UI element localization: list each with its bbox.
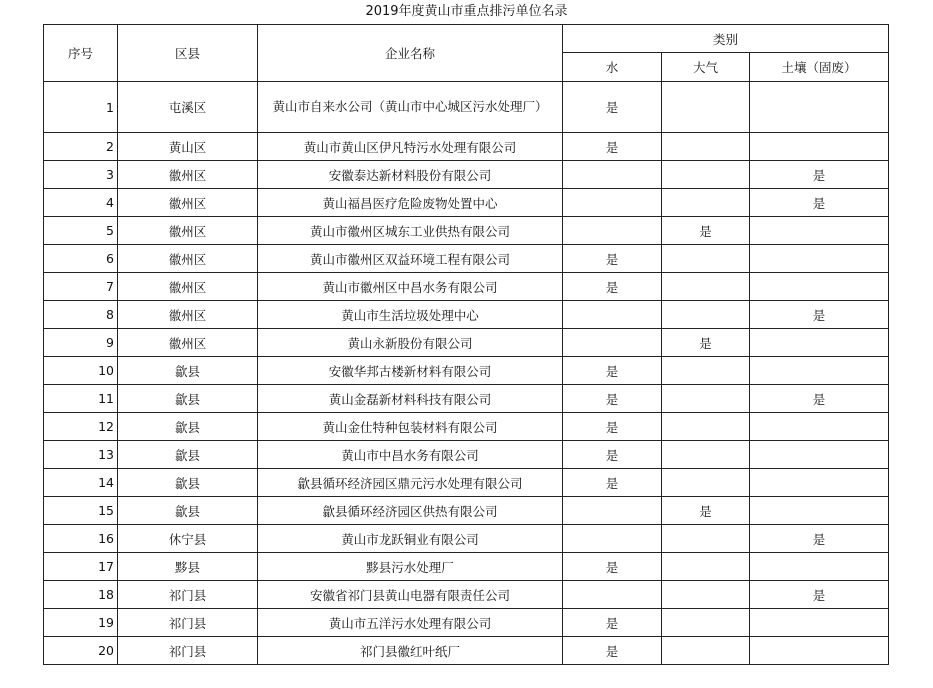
row-company: 黄山市龙跃铜业有限公司 — [258, 525, 563, 553]
row-company: 安徽泰达新材料股份有限公司 — [258, 161, 563, 189]
row-water: 是 — [563, 441, 662, 469]
row-number: 20 — [44, 637, 118, 665]
table-row — [44, 329, 889, 357]
row-district: 歙县 — [118, 357, 258, 385]
row-water: 是 — [563, 413, 662, 441]
row-company: 安徽华邦古楼新材料有限公司 — [258, 357, 563, 385]
table-row — [44, 469, 889, 497]
row-air — [662, 82, 750, 133]
row-district: 徽州区 — [118, 301, 258, 329]
row-number: 9 — [44, 329, 118, 357]
row-number: 8 — [44, 301, 118, 329]
row-company: 黄山市徽州区城东工业供热有限公司 — [258, 217, 563, 245]
row-number: 19 — [44, 609, 118, 637]
row-number: 12 — [44, 413, 118, 441]
row-water — [563, 581, 662, 609]
row-soil: 是 — [750, 301, 889, 329]
header-soil: 土壤（固废） — [750, 53, 889, 82]
row-company: 歙县循环经济园区供热有限公司 — [258, 497, 563, 525]
row-water: 是 — [563, 82, 662, 133]
row-district: 徽州区 — [118, 161, 258, 189]
row-water: 是 — [563, 609, 662, 637]
row-district: 祁门县 — [118, 609, 258, 637]
table-row — [44, 609, 889, 637]
row-water: 是 — [563, 385, 662, 413]
row-water — [563, 217, 662, 245]
table-row — [44, 581, 889, 609]
row-district: 徽州区 — [118, 273, 258, 301]
table-row — [44, 553, 889, 581]
row-district: 休宁县 — [118, 525, 258, 553]
row-district: 徽州区 — [118, 189, 258, 217]
header-company: 企业名称 — [258, 25, 563, 82]
row-district: 徽州区 — [118, 329, 258, 357]
row-air — [662, 273, 750, 301]
row-number: 14 — [44, 469, 118, 497]
row-water — [563, 301, 662, 329]
row-company: 歙县循环经济园区鼎元污水处理有限公司 — [258, 469, 563, 497]
header-seq: 序号 — [44, 25, 118, 82]
row-soil — [750, 497, 889, 525]
row-company: 黄山市自来水公司（黄山市中心城区污水处理厂） — [258, 82, 563, 133]
row-soil — [750, 217, 889, 245]
row-air — [662, 581, 750, 609]
header-air: 大气 — [662, 53, 750, 82]
row-company: 黄山金仕特种包装材料有限公司 — [258, 413, 563, 441]
row-number: 6 — [44, 245, 118, 273]
row-air: 是 — [662, 497, 750, 525]
row-company: 黄山市黄山区伊凡特污水处理有限公司 — [258, 133, 563, 161]
table-row — [44, 441, 889, 469]
row-number: 5 — [44, 217, 118, 245]
table-row — [44, 301, 889, 329]
row-water: 是 — [563, 357, 662, 385]
row-district: 歙县 — [118, 441, 258, 469]
row-soil — [750, 609, 889, 637]
row-district: 歙县 — [118, 385, 258, 413]
row-soil — [750, 273, 889, 301]
row-soil — [750, 82, 889, 133]
row-air — [662, 525, 750, 553]
row-district: 歙县 — [118, 469, 258, 497]
row-air — [662, 413, 750, 441]
row-air — [662, 133, 750, 161]
row-soil: 是 — [750, 189, 889, 217]
table-row — [44, 357, 889, 385]
pollutant-unit-table — [43, 24, 889, 665]
table-row — [44, 245, 889, 273]
table-row — [44, 133, 889, 161]
row-air: 是 — [662, 329, 750, 357]
row-soil — [750, 357, 889, 385]
row-soil — [750, 553, 889, 581]
row-company: 安徽省祁门县黄山电器有限责任公司 — [258, 581, 563, 609]
row-company: 黄山市徽州区双益环境工程有限公司 — [258, 245, 563, 273]
row-district: 祁门县 — [118, 637, 258, 665]
row-air — [662, 385, 750, 413]
row-air — [662, 609, 750, 637]
row-number: 1 — [44, 82, 118, 133]
row-air — [662, 189, 750, 217]
row-district: 徽州区 — [118, 217, 258, 245]
row-district: 黟县 — [118, 553, 258, 581]
row-number: 3 — [44, 161, 118, 189]
row-water — [563, 189, 662, 217]
row-water — [563, 497, 662, 525]
row-company: 黄山市中昌水务有限公司 — [258, 441, 563, 469]
row-district: 歙县 — [118, 413, 258, 441]
row-soil — [750, 245, 889, 273]
row-air — [662, 357, 750, 385]
row-number: 4 — [44, 189, 118, 217]
row-soil: 是 — [750, 385, 889, 413]
row-number: 16 — [44, 525, 118, 553]
row-district: 歙县 — [118, 497, 258, 525]
row-water — [563, 161, 662, 189]
document-title: 2019年度黄山市重点排污单位名录 — [365, 4, 568, 19]
row-water: 是 — [563, 637, 662, 665]
row-water: 是 — [563, 273, 662, 301]
row-number: 13 — [44, 441, 118, 469]
row-air — [662, 301, 750, 329]
row-number: 10 — [44, 357, 118, 385]
row-district: 黄山区 — [118, 133, 258, 161]
row-district: 屯溪区 — [118, 82, 258, 133]
row-soil — [750, 329, 889, 357]
row-company: 黄山市徽州区中昌水务有限公司 — [258, 273, 563, 301]
table-row — [44, 525, 889, 553]
row-number: 11 — [44, 385, 118, 413]
row-air — [662, 245, 750, 273]
row-water — [563, 525, 662, 553]
header-category: 类别 — [563, 25, 889, 53]
row-soil — [750, 469, 889, 497]
table-row — [44, 273, 889, 301]
table-row — [44, 161, 889, 189]
row-soil — [750, 637, 889, 665]
row-soil — [750, 413, 889, 441]
table-row — [44, 413, 889, 441]
row-air — [662, 469, 750, 497]
row-soil — [750, 441, 889, 469]
row-air — [662, 441, 750, 469]
row-water: 是 — [563, 469, 662, 497]
row-district: 祁门县 — [118, 581, 258, 609]
row-company: 黄山金磊新材料科技有限公司 — [258, 385, 563, 413]
row-number: 17 — [44, 553, 118, 581]
row-water: 是 — [563, 133, 662, 161]
row-company: 黄山市五洋污水处理有限公司 — [258, 609, 563, 637]
row-soil: 是 — [750, 161, 889, 189]
table-row — [44, 82, 889, 133]
row-company: 黄山永新股份有限公司 — [258, 329, 563, 357]
table-row — [44, 189, 889, 217]
header-district: 区县 — [118, 25, 258, 82]
table-row — [44, 497, 889, 525]
row-water — [563, 329, 662, 357]
row-water: 是 — [563, 245, 662, 273]
row-company: 黄山福昌医疗危险废物处置中心 — [258, 189, 563, 217]
row-soil — [750, 133, 889, 161]
row-soil: 是 — [750, 525, 889, 553]
row-company: 黟县污水处理厂 — [258, 553, 563, 581]
row-soil: 是 — [750, 581, 889, 609]
row-number: 7 — [44, 273, 118, 301]
row-water: 是 — [563, 553, 662, 581]
table-row — [44, 217, 889, 245]
table-row — [44, 637, 889, 665]
table-row — [44, 385, 889, 413]
row-air — [662, 637, 750, 665]
row-air — [662, 161, 750, 189]
row-district: 徽州区 — [118, 245, 258, 273]
header-water: 水 — [563, 53, 662, 82]
row-company: 黄山市生活垃圾处理中心 — [258, 301, 563, 329]
row-company: 祁门县徽红叶纸厂 — [258, 637, 563, 665]
row-number: 15 — [44, 497, 118, 525]
row-air — [662, 553, 750, 581]
row-number: 2 — [44, 133, 118, 161]
row-number: 18 — [44, 581, 118, 609]
row-air: 是 — [662, 217, 750, 245]
